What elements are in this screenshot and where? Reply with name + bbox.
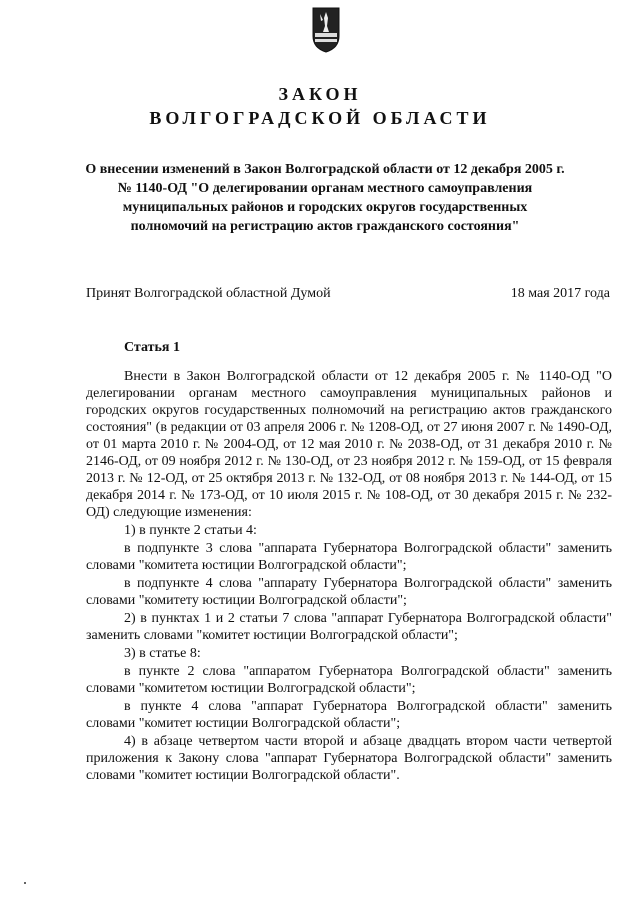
subject-line: О внесении изменений в Закон Волгоградской области от 12 декабря 2005 г. (85, 162, 565, 177)
article-heading: Статья 1 (124, 340, 180, 355)
article-paragraph: 1) в пункте 2 статьи 4: (124, 523, 257, 538)
law-subject (60, 160, 590, 236)
article-paragraph: в пункте 4 слова "аппарат Губернатора Волгоградской области" заменить словами "комитет юстиции Волгоградской области"; (86, 699, 612, 731)
subject-line: № 1140-ОД "О делегировании органам местного самоуправления (117, 181, 533, 196)
article-paragraph: Внести в Закон Волгоградской области от 12 декабря 2005 г. № 1140-ОД "О делегировании органам местного самоуправления муниципальных районов и городских округов государственных полномочий на регистрацию актов гражданского состояния" (в редакции от 03 апреля 2006 г. № 1208-ОД, от 27 июня 2007 г. № 1490-ОД, от 01 марта 2010 г. № 2004-ОД, от 12 мая 2010 г. № 2038-ОД, от 31 декабря 2010 г. № 2146-ОД, от 09 ноября 2012 г. № 130-ОД, от 23 ноября 2012 г. № 159-ОД, от 15 февраля 2013 г. № 12-ОД, от 25 октября 2013 г. № 132-ОД, от 08 ноября 2013 г. № 144-ОД, от 15 декабря 2014 г. № 173-ОД, от 10 июля 2015 г. № 108-ОД, от 30 декабря 2015 г. № 232-ОД) следующие изменения: (86, 369, 612, 520)
article-paragraph: 4) в абзаце четвертом части второй и абзаце двадцать втором части четвертой приложения к Закону слова "аппарат Губернатора Волгоградской области" заменить словами "комитет юстиции Волгоградской области". (86, 734, 612, 783)
adopted-by: Принят Волгоградской областной Думой (86, 286, 331, 301)
subject-line: муниципальных районов и городских округов государственных (122, 200, 528, 215)
article-paragraph: в подпункте 4 слова "аппарату Губернатора Волгоградской области" заменить словами "комитету юстиции Волгоградской области"; (86, 576, 612, 608)
article-paragraph: в подпункте 3 слова "аппарата Губернатора Волгоградской области" заменить словами "комитета юстиции Волгоградской области"; (86, 541, 612, 573)
article-paragraph: 3) в статье 8: (124, 646, 201, 661)
adoption-date: 18 мая 2017 года (510, 286, 610, 301)
article-body (86, 368, 612, 785)
article-paragraph: 2) в пунктах 1 и 2 статьи 7 слова "аппарат Губернатора Волгоградской области" заменить словами "комитет юстиции Волгоградской области"; (86, 611, 612, 643)
subject-line: полномочий на регистрацию актов гражданского состояния" (130, 219, 520, 234)
coat-of-arms-icon (311, 6, 341, 54)
law-title: ЗАКОН (278, 84, 362, 104)
region-title: ВОЛГОГРАДСКОЙ ОБЛАСТИ (149, 108, 491, 128)
article-paragraph: в пункте 2 слова "аппаратом Губернатора Волгоградской области" заменить словами "комитетом юстиции Волгоградской области"; (86, 664, 612, 696)
scan-speck (24, 882, 26, 884)
